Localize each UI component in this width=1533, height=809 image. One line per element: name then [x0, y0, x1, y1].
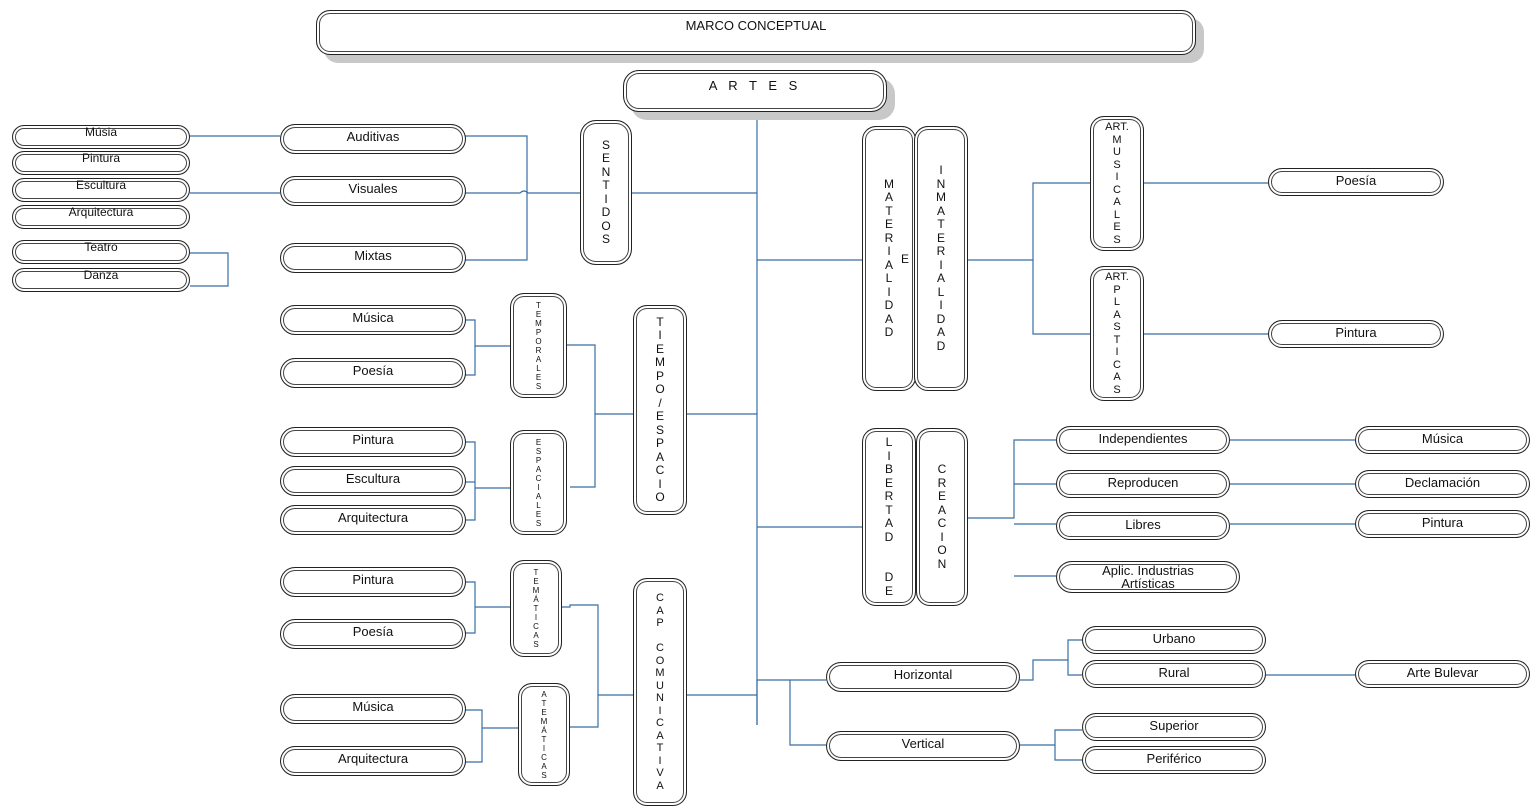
arte-bulevar-label: Arte Bulevar [1406, 665, 1479, 680]
materialidad-joiner: E [901, 252, 910, 266]
periferico-node [1082, 746, 1266, 774]
art-plasticas-node [1090, 266, 1144, 401]
urbano-node [1082, 626, 1266, 654]
reproducen-declamacion-label: Declamación [1404, 475, 1481, 490]
creacion-node [916, 428, 968, 606]
root-node-artes [623, 70, 887, 112]
libres-pintura-node [1355, 510, 1530, 538]
temporal-poesia-node [280, 358, 466, 388]
tiempo-espacio-node [633, 305, 687, 515]
temporales-node [510, 293, 567, 398]
art-escultura-label: Escultura [75, 178, 127, 192]
temporales-label: T E M P O R A L E S [535, 300, 542, 391]
vertical-label: Vertical [901, 736, 945, 751]
rural-label: Rural [1158, 665, 1190, 680]
tematica-poesia-node [280, 619, 466, 649]
independientes-label: Independientes [1098, 431, 1188, 446]
plasticas-pintura-label: Pintura [1335, 325, 1377, 340]
atematicas-label: A T E M Á T I C A S [540, 689, 548, 780]
comunicativa-node [633, 578, 687, 806]
horizontal-node [826, 662, 1020, 692]
art-escultura-node [12, 178, 190, 202]
comunicativa-label: C A P C O M U N I C A T I V A [655, 592, 665, 792]
tematica-pintura-node [280, 567, 466, 597]
rural-node [1082, 660, 1266, 688]
urbano-label: Urbano [1152, 631, 1196, 646]
auditivas-node [280, 124, 466, 154]
aplic-industrias-label: Aplic. Industrias Artísticas [1102, 563, 1194, 591]
periferico-label: Periférico [1146, 751, 1202, 766]
mixtas-label: Mixtas [354, 248, 392, 263]
sentidos-node [580, 120, 632, 265]
sentidos-label: S E N T I D O S [601, 137, 611, 246]
tematicas-label: T E M Á T I C A S [532, 568, 540, 649]
independientes-musica-label: Música [1421, 431, 1464, 446]
art-danza-label: Danza [83, 268, 119, 282]
root-label: A R T E S [708, 78, 802, 93]
musicales-poesia-label: Poesía [1335, 173, 1377, 188]
materialidad-label: M A T E R I A L I D A D [884, 176, 894, 339]
atematica-arquitectura-label: Arquitectura [337, 751, 409, 766]
espaciales-node [510, 430, 567, 535]
vertical-node [826, 731, 1020, 761]
auditivas-label: Auditivas [346, 129, 400, 144]
libertad-label: L I B E R T A D D E [884, 435, 894, 598]
espacial-pintura-label: Pintura [352, 432, 394, 447]
independientes-musica-node [1355, 426, 1530, 454]
tematica-pintura-label: Pintura [352, 572, 394, 587]
mixtas-node [280, 243, 466, 273]
temporal-poesia-label: Poesía [352, 363, 394, 378]
art-pintura-node [12, 151, 190, 175]
plasticas-pintura-node [1268, 320, 1444, 348]
atematica-arquitectura-node [280, 746, 466, 776]
visuales-label: Visuales [348, 181, 398, 196]
espacial-escultura-label: Escultura [345, 471, 401, 486]
superior-label: Superior [1149, 718, 1199, 733]
art-musia-node [12, 125, 190, 149]
espacial-arquitectura-node [280, 505, 466, 535]
art-musia-label: Músia [84, 125, 117, 139]
art-plasticas-label: ART. P L A S T I C A S [1105, 271, 1129, 396]
espaciales-label: E S P A C I A L E S [535, 437, 542, 528]
espacial-escultura-node [280, 466, 466, 496]
temporal-musica-node [280, 305, 466, 335]
libres-pintura-label: Pintura [1421, 515, 1464, 530]
art-musicales-label: ART. M U S I C A L E S [1105, 121, 1129, 246]
tematica-poesia-label: Poesía [352, 624, 394, 639]
espacial-pintura-node [280, 427, 466, 457]
reproducen-declamacion-node [1355, 470, 1530, 498]
arte-bulevar-node [1355, 660, 1530, 688]
aplic-industrias-node [1056, 561, 1240, 593]
temporal-musica-label: Música [352, 310, 394, 325]
libertad-node [862, 428, 916, 606]
title-label: MARCO CONCEPTUAL [685, 18, 827, 33]
libres-node [1056, 512, 1230, 540]
espacial-arquitectura-label: Arquitectura [337, 510, 409, 525]
musicales-poesia-node [1268, 168, 1444, 196]
art-musicales-node [1090, 116, 1144, 251]
libres-label: Libres [1125, 517, 1161, 532]
title-box [316, 10, 1196, 55]
art-arquitectura-node [12, 205, 190, 229]
creacion-label: C R E A C I O N [937, 462, 947, 571]
art-pintura-label: Pintura [81, 151, 121, 165]
atematicas-node [518, 683, 570, 786]
atematica-musica-label: Música [352, 699, 394, 714]
inmaterialidad-node [914, 126, 968, 391]
independientes-node [1056, 426, 1230, 454]
art-danza-node [12, 268, 190, 292]
art-teatro-label: Teatro [84, 240, 118, 254]
art-arquitectura-label: Arquitectura [68, 205, 134, 219]
tiempo-espacio-label: T I E M P O / E S P A C I O [655, 314, 665, 504]
superior-node [1082, 713, 1266, 741]
horizontal-label: Horizontal [893, 667, 953, 682]
reproducen-label: Reproducen [1107, 475, 1179, 490]
reproducen-node [1056, 470, 1230, 498]
inmaterialidad-label: I N M A T E R I A L I D A D [936, 163, 946, 353]
visuales-node [280, 176, 466, 206]
art-teatro-node [12, 240, 190, 264]
atematica-musica-node [280, 694, 466, 724]
tematicas-node [510, 560, 562, 657]
